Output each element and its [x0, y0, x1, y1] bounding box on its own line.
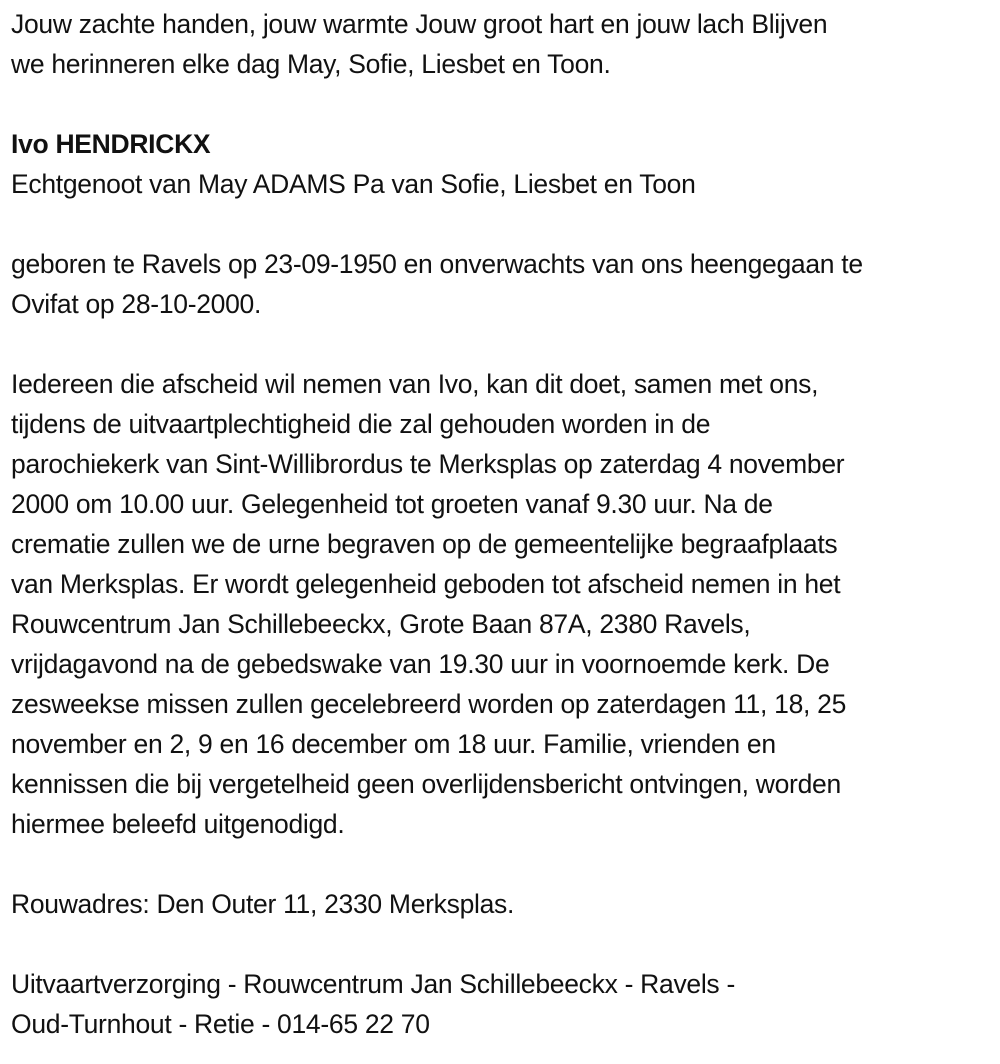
text-line: parochiekerk van Sint-Willibrordus te Merksplas op zaterdag 4 november [11, 449, 845, 479]
poem-line: we herinneren elke dag May, Sofie, Liesbet en Toon. [11, 49, 611, 79]
mourning-address: Rouwadres: Den Outer 11, 2330 Merksplas. [11, 889, 515, 919]
spacer [11, 84, 1000, 124]
birth-death-info [11, 244, 1000, 324]
deceased-name: Ivo HENDRICKX [11, 129, 211, 159]
text-line: Rouwcentrum Jan Schillebeeckx, Grote Baan 87A, 2380 Ravels, [11, 609, 751, 639]
funeral-notice [11, 364, 1000, 844]
text-line: november en 2, 9 en 16 december om 18 uur. Familie, vrienden en [11, 729, 776, 759]
text-line: kennissen die bij vergetelheid geen overlijdensbericht ontvingen, worden [11, 769, 841, 799]
text-line: hiermee beleefd uitgenodigd. [11, 809, 345, 839]
text-line: van Merksplas. Er wordt gelegenheid geboden tot afscheid nemen in het [11, 569, 841, 599]
text-line: tijdens de uitvaartplechtigheid die zal gehouden worden in de [11, 409, 711, 439]
text-line: geboren te Ravels op 23-09-1950 en onverwachts van ons heengegaan te [11, 249, 863, 279]
spacer [11, 324, 1000, 364]
spacer [11, 844, 1000, 884]
spacer [11, 204, 1000, 244]
poem [11, 4, 1000, 84]
text-line: zesweekse missen zullen gecelebreerd worden op zaterdagen 11, 18, 25 [11, 689, 847, 719]
text-line: Iedereen die afscheid wil nemen van Ivo, kan dit doet, samen met ons, [11, 369, 819, 399]
text-line: 2000 om 10.00 uur. Gelegenheid tot groeten vanaf 9.30 uur. Na de [11, 489, 773, 519]
poem-line: Jouw zachte handen, jouw warmte Jouw groot hart en jouw lach Blijven [11, 9, 828, 39]
text-line: vrijdagavond na de gebedswake van 19.30 uur in voornoemde kerk. De [11, 649, 830, 679]
text-line: Uitvaartverzorging - Rouwcentrum Jan Schillebeeckx - Ravels - [11, 969, 735, 999]
funeral-director [11, 964, 1000, 1044]
text-line: Oud-Turnhout - Retie - 014-65 22 70 [11, 1009, 430, 1039]
deceased-relation: Echtgenoot van May ADAMS Pa van Sofie, Liesbet en Toon [11, 169, 696, 199]
text-line: crematie zullen we de urne begraven op de gemeentelijke begraafplaats [11, 529, 838, 559]
spacer [11, 924, 1000, 964]
text-line: Ovifat op 28-10-2000. [11, 289, 262, 319]
